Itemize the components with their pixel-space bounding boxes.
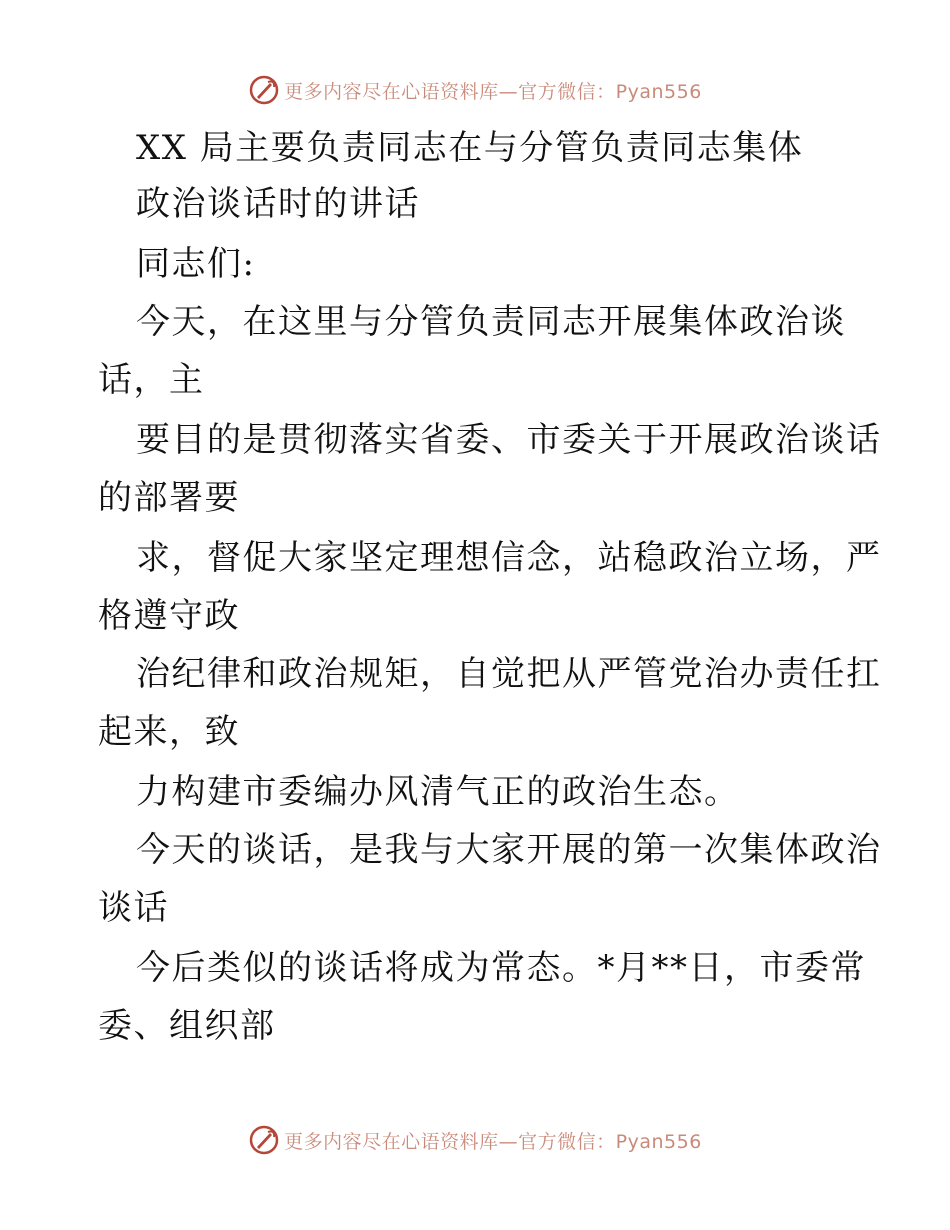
- paragraph-line: 谈话: [98, 888, 169, 928]
- paragraph-line: 今后类似的谈话将成为常态。*月**日，市委常: [136, 948, 866, 988]
- watermark-text: 更多内容尽在心语资料库—官方微信：Pyan556: [284, 1130, 702, 1153]
- paragraph-line: 求，督促大家坚定理想信念，站稳政治立场，严: [136, 538, 882, 578]
- paragraph-line: 的部署要: [98, 478, 240, 518]
- paragraph-line: 委、组织部: [98, 1006, 276, 1046]
- watermark-text: 更多内容尽在心语资料库—官方微信：Pyan556: [284, 80, 702, 103]
- paragraph-line: 要目的是贯彻落实省委、市委关于开展政治谈话: [136, 420, 882, 460]
- paragraph-line: 力构建市委编办风清气正的政治生态。: [136, 772, 740, 812]
- watermark-group: [248, 74, 702, 106]
- quill-logo-icon: [248, 74, 280, 106]
- quill-logo-icon: [248, 1124, 280, 1156]
- paragraph-line: 话，主: [98, 360, 205, 400]
- footer-watermark: [0, 1120, 950, 1160]
- paragraph-line: 治纪律和政治规矩，自觉把从严管党治办责任扛: [136, 654, 882, 694]
- watermark-group: [248, 1124, 702, 1156]
- paragraph-line: 今天，在这里与分管负责同志开展集体政治谈: [136, 302, 846, 342]
- paragraph-line: 起来，致: [98, 712, 240, 752]
- salutation: 同志们:: [136, 244, 256, 284]
- header-watermark: [0, 70, 950, 110]
- paragraph-line: 今天的谈话，是我与大家开展的第一次集体政治: [136, 830, 882, 870]
- title-line-1: XX 局主要负责同志在与分管负责同志集体: [136, 128, 804, 168]
- title-line-2: 政治谈话时的讲话: [136, 184, 420, 224]
- paragraph-line: 格遵守政: [98, 596, 240, 636]
